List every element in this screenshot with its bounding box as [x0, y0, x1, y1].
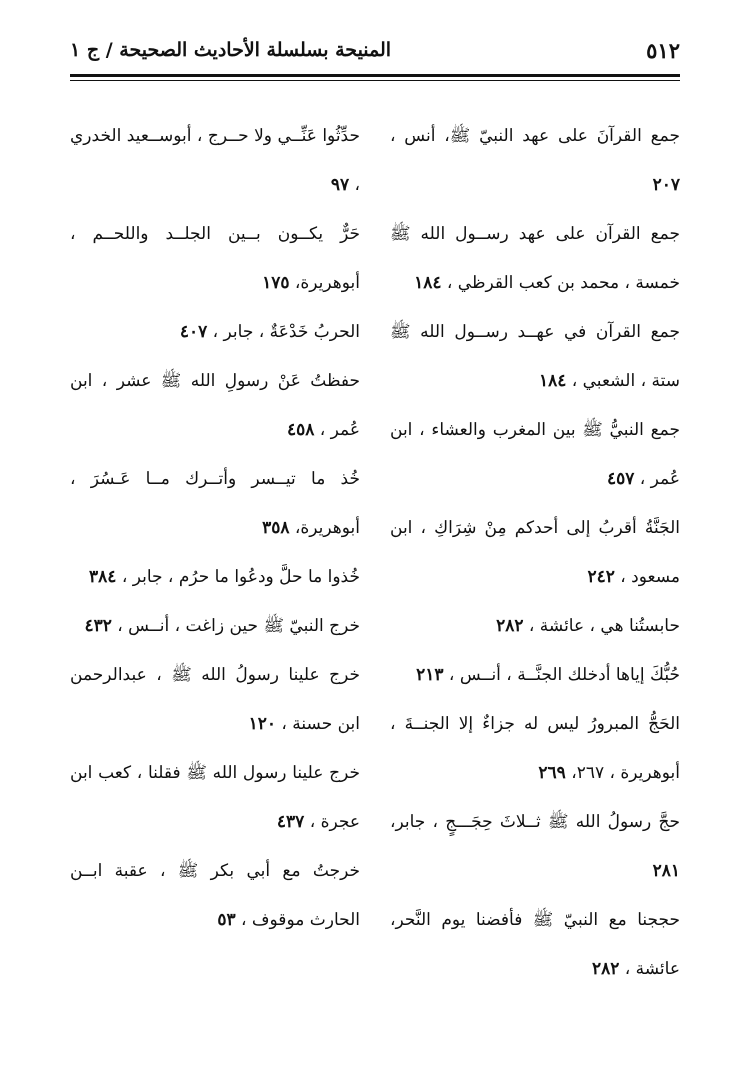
entry-text: جمع القرآن على عهد رســول الله ﷺ خمسة ، محمد بن كعب القرظي ، [390, 224, 680, 293]
index-entry [390, 112, 680, 210]
page-reference: ٤٣٧ [276, 812, 305, 832]
index-entry [390, 602, 680, 651]
index-entry [390, 308, 680, 406]
entry-text: جمع القرآن في عهــد رســول الله ﷺ ستة ، الشعبي ، [390, 322, 680, 391]
entry-text: خرج علينا رسولُ الله ﷺ ، عبدالرحمن ابن حسنة ، [70, 665, 360, 734]
page-reference: ٩٧ [330, 175, 350, 195]
page-reference: ١٧٥ [262, 273, 290, 293]
page-reference: ٣٨٤ [89, 567, 117, 587]
index-entry [390, 700, 680, 798]
index-entry [390, 406, 680, 504]
page-reference: ٥٣ [217, 910, 236, 930]
entry-text: الجَنَّةُ أقربُ إلى أحدكم مِنْ شِرَاكِ ، ابن مسعود ، [390, 518, 680, 587]
page-reference: ٤٣٢ [84, 616, 112, 636]
entry-text: حفظتُ عَنْ رسولِ الله ﷺ عشر ، ابن عُمر ، [70, 371, 360, 440]
entry-text: حججنا مع النبيّ ﷺ فأفضنا يوم النَّحر، عائشة ، [390, 910, 680, 979]
index-entry [390, 504, 680, 602]
entry-text: جمع النبيُّ ﷺ بين المغرب والعشاء ، ابن عُمر ، [390, 420, 680, 489]
page-number: ٥١٢ [646, 37, 680, 63]
entry-text: حَرٌّ يكــون بــين الجلــد واللحــم ، أبوهريرة، [70, 224, 360, 293]
index-entry [390, 798, 680, 896]
entry-text: جمع القرآنَ على عهد النبيّ ﷺ، أنس ، [390, 126, 680, 146]
entry-text: خرجتُ مع أبي بكر ﷺ ، عقبة ابــن الحارث موقوف ، [70, 861, 360, 930]
page-reference: ٢٨٢ [496, 616, 524, 636]
index-entry [70, 651, 360, 749]
entry-text: حابستُنا هي ، عائشة ، [528, 616, 680, 636]
entry-text: خرج علينا رسول الله ﷺ فقلنا ، كعب ابن عجرة ، [70, 763, 360, 832]
index-entry [70, 210, 360, 308]
page-reference: ٢١٣ [416, 665, 444, 685]
page-header [70, 30, 680, 70]
page-reference: ١٢٠ [248, 714, 276, 734]
index-entry [70, 847, 360, 945]
index-entry [70, 308, 360, 357]
header-rule-thin [70, 80, 680, 81]
entry-text: حدِّثُوا عَنِّــي ولا حــرج ، أبوســعيد الخدري ، [70, 126, 360, 195]
left-column [70, 112, 360, 994]
page-reference: ١٨٤ [414, 273, 442, 293]
page-reference: ٤٠٧ [179, 322, 208, 342]
index-entry [70, 112, 360, 210]
index-entry [70, 357, 360, 455]
index-entry [70, 455, 360, 553]
page-reference: ٢٨٢ [591, 959, 620, 979]
page-reference: ٤٥٨ [286, 420, 315, 440]
entry-text: الحَجُّ المبرورُ ليس له جزاءٌ إلا الجنــةَ ، أبوهريرة ، ٢٦٧، [390, 714, 680, 783]
entry-text: حجَّ رسولُ الله ﷺ ثــلاثَ حِجَـــجٍ ، جابر، [390, 812, 680, 832]
running-title: المنيحة بسلسلة الأحاديث الصحيحة / ج ١ [70, 39, 392, 61]
page-reference: ١٨٤ [538, 371, 567, 391]
index-entry [390, 651, 680, 700]
index-columns [70, 112, 680, 994]
page-reference: ٢٦٩ [538, 763, 566, 783]
entry-text: خُذوا ما حلَّ ودعُوا ما حرُم ، جابر ، [121, 567, 360, 587]
right-column [390, 112, 680, 994]
index-entry [70, 602, 360, 651]
index-entry [390, 896, 680, 994]
page-reference: ٢٤٢ [587, 567, 615, 587]
entry-text: حُبُّكَ إياها أدخلك الجنَّــة ، أنــس ، [448, 665, 680, 685]
index-entry [390, 210, 680, 308]
index-entry [70, 749, 360, 847]
page-reference: ٢٠٧ [652, 175, 680, 195]
index-entry [70, 553, 360, 602]
page-reference: ٢٨١ [652, 861, 680, 881]
page-reference: ٤٥٧ [606, 469, 635, 489]
page-reference: ٣٥٨ [262, 518, 290, 538]
header-rule-thick [70, 74, 680, 77]
entry-text: خرج النبيّ ﷺ حين زاغت ، أنــس ، [117, 616, 360, 636]
entry-text: الحربُ خَدْعَةٌ ، جابر ، [212, 322, 360, 342]
entry-text: خُذ ما تيــسر وأتــرك مــا عَـسُرَ ، أبوهريرة، [70, 469, 360, 538]
